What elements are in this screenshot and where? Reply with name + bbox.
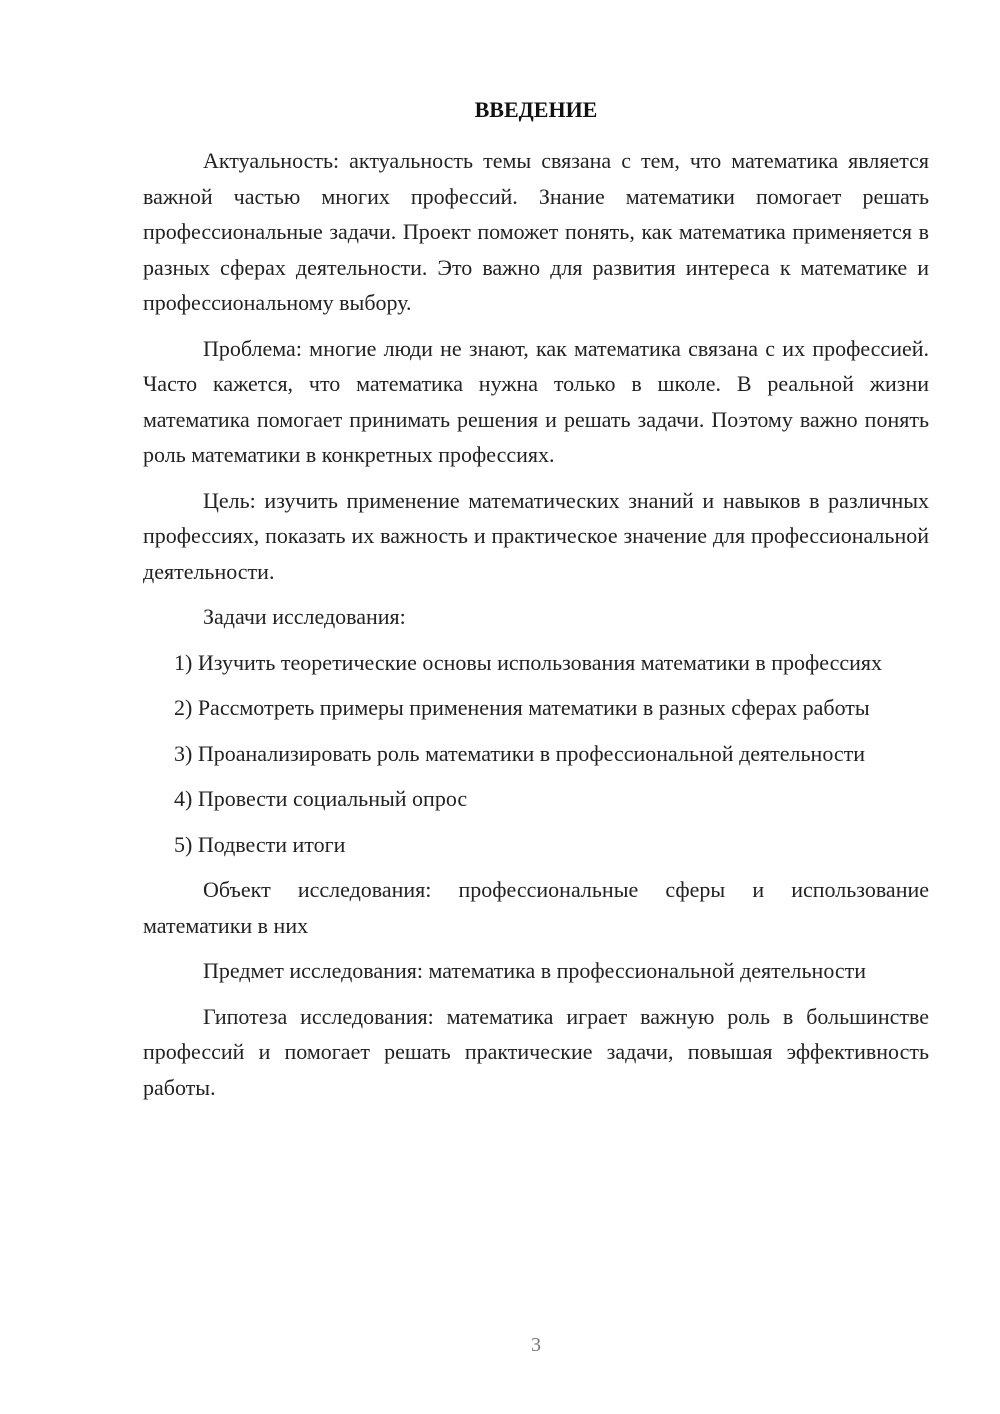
subject-paragraph: Предмет исследования: математика в профессиональной деятельности — [203, 958, 867, 983]
problem-paragraph: Проблема: многие люди не знают, как математика связана с их профессией. Часто кажется, что математика нужна только в школе. В реальной жизни математика помогает принимать решения и решать задачи. Поэтому важно понять роль математики в конкретных профессиях. — [143, 335, 929, 467]
page-number: 3 — [531, 1334, 541, 1356]
task-item: 5) Подвести итоги — [174, 831, 346, 857]
section-title: ВВЕДЕНИЕ — [474, 97, 598, 122]
object-paragraph: Объект исследования: профессиональные сферы и использование математики в них — [143, 877, 929, 938]
task-item: 4) Провести социальный опрос — [174, 786, 468, 811]
task-item: 1) Изучить теоретические основы использования математики в профессиях — [174, 649, 883, 675]
page-content — [143, 94, 929, 1115]
tasks-heading: Задачи исследования: — [203, 604, 406, 629]
goal-paragraph: Цель: изучить применение математических знаний и навыков в различных профессиях, показать их важность и практическое значение для профессиональной деятельности. — [143, 487, 929, 584]
task-item: 3) Проанализировать роль математики в профессиональной деятельности — [174, 740, 866, 766]
task-item: 2) Рассмотреть примеры применения математики в разных сферах работы — [174, 695, 870, 720]
relevance-paragraph: Актуальность: актуальность темы связана с тем, что математика является важной частью многих профессий. Знание математики помогает решать профессиональные задачи. Проект поможет понять, как математика применяется в разных сферах деятельности. Это важно для развития интереса к математике и профессиональному выбору. — [143, 148, 929, 315]
hypothesis-paragraph: Гипотеза исследования: математика играет важную роль в большинстве профессий и помогает решать практические задачи, повышая эффективность работы. — [143, 1003, 929, 1100]
